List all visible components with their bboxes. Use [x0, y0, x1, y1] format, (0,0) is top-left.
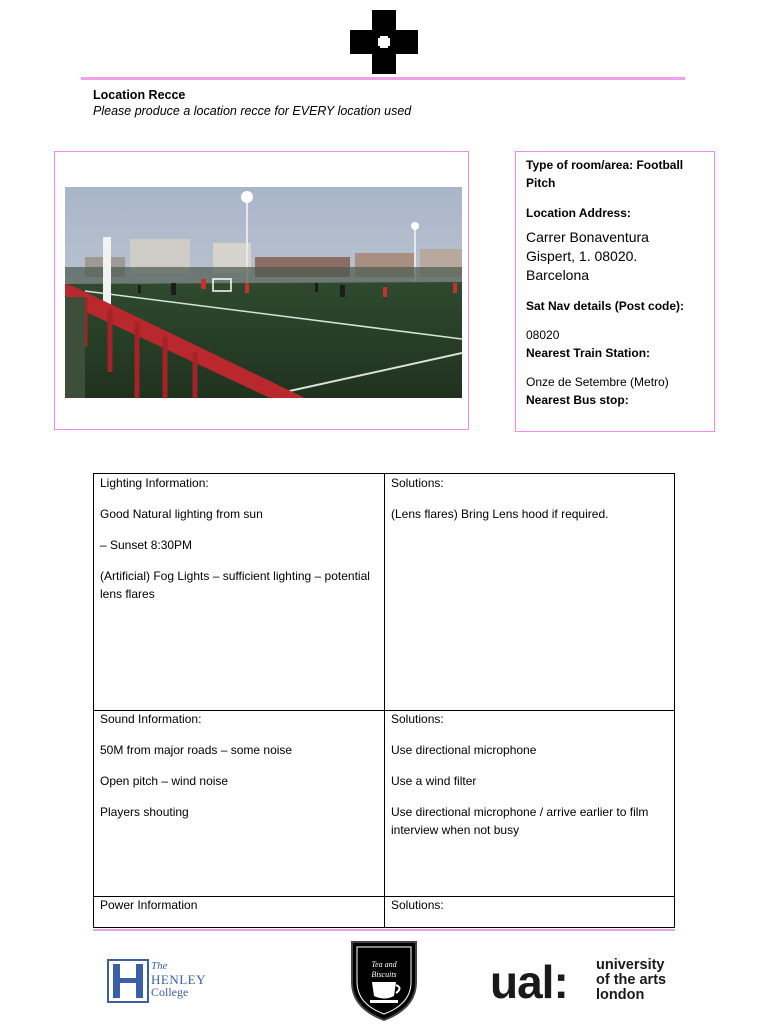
lighting-header: Lighting Information: [100, 476, 209, 490]
address-label: Location Address: [526, 206, 631, 220]
power-solutions-cell [385, 896, 674, 914]
location-photo-frame [54, 151, 469, 430]
ual-line: of the arts [596, 972, 667, 988]
power-header: Power Information [100, 898, 198, 912]
page-subtitle: Please produce a location recce for EVERY location used [93, 104, 412, 118]
henley-text-line: HENLEY [151, 972, 206, 987]
footer-divider [93, 929, 675, 931]
lighting-item: – Sunset 8:30PM [100, 538, 193, 552]
recce-table [93, 473, 675, 928]
bus-label: Nearest Bus stop: [526, 393, 629, 407]
page-title: Location Recce [93, 88, 186, 102]
power-solutions-header: Solutions: [391, 898, 444, 912]
sound-solution: Use directional microphone / arrive earlier to film interview when not busy [391, 805, 649, 837]
ual-mark: ual: [490, 956, 568, 1008]
cross-logo-icon [350, 10, 418, 74]
ual-logo [490, 957, 680, 1007]
lighting-item: Good Natural lighting from sun [100, 507, 263, 521]
henley-college-logo [107, 958, 207, 1004]
sound-solution: Use directional microphone [391, 743, 537, 757]
henley-text-line: The [151, 960, 168, 972]
ual-line: london [596, 987, 645, 1003]
sound-item: Open pitch – wind noise [100, 774, 229, 788]
address-line: Gispert, 1. 08020. [526, 248, 638, 264]
train-label: Nearest Train Station: [526, 346, 651, 360]
address-value [526, 228, 704, 285]
henley-text [151, 960, 206, 999]
location-info-box [515, 151, 715, 432]
power-info-cell [94, 896, 384, 914]
postcode-value: 08020 [526, 328, 560, 342]
shield-icon [346, 938, 422, 1022]
address-line: Carrer Bonaventura [526, 229, 649, 245]
lighting-info-cell [94, 474, 384, 603]
henley-text-line: College [151, 985, 189, 999]
sound-item: 50M from major roads – some noise [100, 743, 293, 757]
address-line: Barcelona [526, 267, 590, 283]
ual-wordmark [596, 958, 666, 1003]
sound-solutions-cell [385, 710, 674, 839]
train-value: Onze de Setembre (Metro) [526, 375, 669, 389]
sound-solution: Use a wind filter [391, 774, 477, 788]
location-photo [65, 187, 462, 398]
ual-line: university [596, 957, 665, 973]
sound-solutions-header: Solutions: [391, 712, 444, 726]
crest-text: Tea and Biscuits [371, 960, 397, 979]
sound-item: Players shouting [100, 805, 189, 819]
sound-header: Sound Information: [100, 712, 202, 726]
header-divider [81, 77, 685, 80]
room-type: Type of room/area: Football Pitch [526, 158, 684, 190]
lighting-solution: (Lens flares) Bring Lens hood if required. [391, 507, 609, 521]
lighting-solutions-cell [385, 474, 674, 523]
satnav-label: Sat Nav details (Post code): [526, 299, 685, 313]
lighting-item: (Artificial) Fog Lights – sufficient lighting – potential lens flares [100, 569, 370, 601]
lighting-solutions-header: Solutions: [391, 476, 444, 490]
sound-info-cell [94, 710, 384, 821]
tea-and-biscuits-crest [346, 938, 422, 1022]
